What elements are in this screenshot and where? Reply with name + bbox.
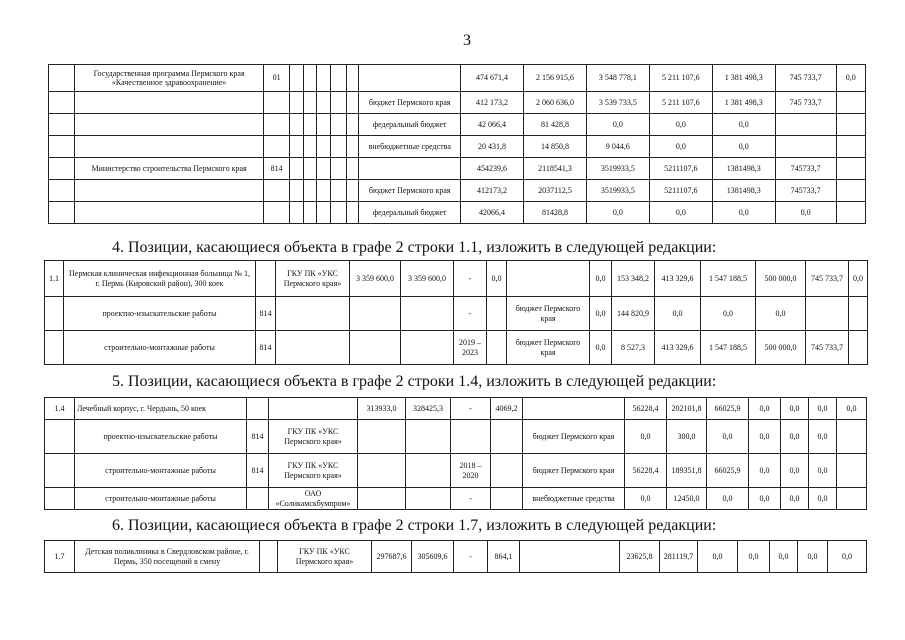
- table-cell: 0,0: [781, 488, 809, 510]
- table-cell: проектно-изыскательские работы: [64, 297, 256, 331]
- table-cell: 2018 – 2020: [451, 454, 491, 488]
- table-cell: [260, 541, 278, 573]
- table-row: [49, 92, 866, 114]
- table-cell: [775, 136, 836, 158]
- table-cell: [290, 158, 304, 180]
- table-cell: бюджет Пермского края: [523, 420, 625, 454]
- table-cell: 3519933,5: [586, 158, 649, 180]
- table-cell: 0,0: [749, 454, 781, 488]
- table-cell: 2037112,5: [524, 180, 587, 202]
- table-cell: [49, 136, 75, 158]
- table-cell: [350, 331, 401, 365]
- section-6-table: [44, 540, 867, 573]
- table-cell: [775, 114, 836, 136]
- table-cell: [263, 136, 289, 158]
- table-cell: 2 060 636,0: [524, 92, 587, 114]
- table-cell: 745733,7: [775, 180, 836, 202]
- table-cell: 0,0: [781, 398, 809, 420]
- table-cell: [346, 136, 359, 158]
- table-row: [49, 114, 866, 136]
- table-cell: -: [451, 398, 491, 420]
- table-cell: [331, 202, 347, 224]
- table-cell: [256, 261, 276, 297]
- table-cell: 0,0: [625, 420, 667, 454]
- table-cell: [263, 202, 289, 224]
- table-cell: 8 527,3: [612, 331, 655, 365]
- table-cell: [346, 202, 359, 224]
- table-cell: 305609,6: [412, 541, 454, 573]
- table-cell: 0,0: [798, 541, 828, 573]
- table-cell: 2 156 915,6: [524, 65, 587, 92]
- table-cell: 500 000,0: [756, 331, 806, 365]
- table-cell: [303, 65, 317, 92]
- table-cell: 814: [256, 297, 276, 331]
- table-cell: [49, 65, 75, 92]
- table-cell: Детская поликлиника в Свердловском районе, г. Пермь, 350 посещений в смену: [75, 541, 260, 573]
- table-cell: ГКУ ПК «УКС Пермского края»: [278, 541, 372, 573]
- table-cell: 0,0: [809, 398, 837, 420]
- table-cell: [317, 65, 331, 92]
- table-cell: [346, 180, 359, 202]
- section-5-heading: 5. Позиции, касающиеся объекта в графе 2 строки 1.4, изложить в следующей редакции:: [112, 373, 717, 390]
- table-cell: бюджет Пермского края: [359, 92, 461, 114]
- table-cell: ГКУ ПК «УКС Пермского края»: [269, 454, 358, 488]
- table-cell: [406, 454, 451, 488]
- table-cell: 0,0: [837, 398, 867, 420]
- table-cell: 66025,9: [707, 454, 749, 488]
- table-cell: бюджет Пермского края: [523, 454, 625, 488]
- table-cell: 1 381 498,3: [712, 92, 775, 114]
- table-row: [49, 202, 866, 224]
- table-row: [45, 488, 867, 510]
- table-cell: 2118541,3: [524, 158, 587, 180]
- table-cell: 474 671,4: [461, 65, 524, 92]
- table-cell: 0,0: [749, 398, 781, 420]
- table-cell: [303, 202, 317, 224]
- table-cell: [331, 158, 347, 180]
- table-cell: 745 733,7: [775, 92, 836, 114]
- table-cell: 745 733,7: [806, 331, 849, 365]
- table-cell: 5 211 107,6: [649, 92, 712, 114]
- table-cell: 0,0: [712, 202, 775, 224]
- table-cell: 3 359 600,0: [401, 261, 454, 297]
- table-cell: [837, 488, 867, 510]
- table-cell: [290, 180, 304, 202]
- table-cell: [491, 454, 523, 488]
- table-cell: 0,0: [590, 331, 612, 365]
- table-cell: внебюджетные средства: [523, 488, 625, 510]
- table-cell: [263, 92, 289, 114]
- table-cell: 0,0: [590, 261, 612, 297]
- table-cell: 0,0: [649, 114, 712, 136]
- table-cell: 1381498,3: [712, 158, 775, 180]
- table-cell: [487, 297, 507, 331]
- table-cell: 66025,9: [707, 398, 749, 420]
- table-cell: [837, 420, 867, 454]
- table-cell: 1.4: [45, 398, 75, 420]
- table-cell: 23625,8: [620, 541, 660, 573]
- table-cell: [45, 420, 75, 454]
- table-cell: [346, 92, 359, 114]
- table-cell: [317, 180, 331, 202]
- table-cell: [520, 541, 620, 573]
- table-cell: 0,0: [828, 541, 867, 573]
- table-cell: [263, 180, 289, 202]
- table-cell: [491, 420, 523, 454]
- table-cell: 814: [263, 158, 289, 180]
- table-cell: -: [454, 541, 488, 573]
- table-cell: [836, 136, 865, 158]
- table-cell: [45, 488, 75, 510]
- table-cell: 412 173,2: [461, 92, 524, 114]
- table-cell: [45, 331, 64, 365]
- table-cell: [290, 92, 304, 114]
- table-cell: [849, 331, 868, 365]
- table-cell: бюджет Пермского края: [507, 331, 590, 365]
- table-cell: [837, 454, 867, 488]
- table-cell: 3519933,5: [586, 180, 649, 202]
- table-cell: 0,0: [809, 488, 837, 510]
- table-cell: 0,0: [756, 297, 806, 331]
- table-cell: 81 428,8: [524, 114, 587, 136]
- table-cell: [836, 92, 865, 114]
- table-cell: [303, 158, 317, 180]
- table-cell: [317, 92, 331, 114]
- table-cell: 413 329,6: [655, 261, 701, 297]
- table-cell: 42066,4: [461, 202, 524, 224]
- table-cell: 297687,6: [372, 541, 412, 573]
- table-row: [45, 398, 867, 420]
- table-cell: проектно-изыскательские работы: [75, 420, 247, 454]
- table-row: [49, 158, 866, 180]
- table-cell: [49, 202, 75, 224]
- table-cell: 0,0: [770, 541, 798, 573]
- table-cell: [303, 136, 317, 158]
- table-row: [45, 454, 867, 488]
- program-table: [48, 64, 866, 224]
- table-cell: 0,0: [836, 65, 865, 92]
- table-cell: 0,0: [781, 454, 809, 488]
- table-cell: 412173,2: [461, 180, 524, 202]
- table-cell: федеральный бюджет: [359, 202, 461, 224]
- page-number: 3: [463, 32, 471, 49]
- table-cell: 4069,2: [491, 398, 523, 420]
- table-cell: [290, 114, 304, 136]
- table-cell: федеральный бюджет: [359, 114, 461, 136]
- table-cell: 42 066,4: [461, 114, 524, 136]
- table-cell: 0,0: [649, 136, 712, 158]
- table-cell: [806, 297, 849, 331]
- table-cell: 0,0: [707, 420, 749, 454]
- table-cell: [290, 202, 304, 224]
- table-cell: [49, 114, 75, 136]
- table-row: [45, 541, 867, 573]
- table-cell: [331, 136, 347, 158]
- table-cell: [75, 180, 264, 202]
- table-cell: 0,0: [712, 136, 775, 158]
- table-cell: строительно-монтажные работы: [75, 488, 247, 510]
- table-cell: [45, 454, 75, 488]
- table-cell: [290, 65, 304, 92]
- table-cell: 814: [247, 420, 269, 454]
- table-cell: 144 820,9: [612, 297, 655, 331]
- table-cell: 864,1: [488, 541, 520, 573]
- table-cell: 56228,4: [625, 398, 667, 420]
- table-cell: 0,0: [590, 297, 612, 331]
- table-cell: 500 000,0: [756, 261, 806, 297]
- table-cell: [317, 114, 331, 136]
- table-cell: [317, 158, 331, 180]
- section-4-heading: 4. Позиции, касающиеся объекта в графе 2 строки 1.1, изложить в следующей редакции:: [112, 239, 717, 256]
- table-cell: строительно-монтажные работы: [75, 454, 247, 488]
- table-cell: 153 348,2: [612, 261, 655, 297]
- table-cell: 0,0: [781, 420, 809, 454]
- table-cell: 281119,7: [660, 541, 698, 573]
- table-cell: 0,0: [712, 114, 775, 136]
- table-cell: [75, 202, 264, 224]
- table-cell: [49, 180, 75, 202]
- table-cell: [406, 488, 451, 510]
- table-cell: [303, 114, 317, 136]
- table-cell: 1 381 498,3: [712, 65, 775, 92]
- table-row: [45, 331, 868, 365]
- table-cell: 1 547 188,5: [701, 261, 756, 297]
- table-cell: [276, 297, 350, 331]
- table-cell: [451, 420, 491, 454]
- table-cell: 5 211 107,6: [649, 65, 712, 92]
- table-cell: [247, 488, 269, 510]
- table-cell: [331, 65, 347, 92]
- table-cell: 0,0: [487, 261, 507, 297]
- table-cell: [49, 92, 75, 114]
- table-row: [45, 261, 868, 297]
- section-5-table: [44, 397, 867, 510]
- table-cell: [49, 158, 75, 180]
- table-cell: 1.7: [45, 541, 75, 573]
- table-cell: [836, 114, 865, 136]
- table-cell: 0,0: [809, 454, 837, 488]
- table-cell: Лечебный корпус, г. Чердынь, 50 коек: [75, 398, 247, 420]
- table-cell: 0,0: [701, 297, 756, 331]
- table-cell: 202101,8: [667, 398, 707, 420]
- table-cell: [75, 114, 264, 136]
- table-cell: 328425,3: [406, 398, 451, 420]
- table-cell: 14 850,8: [524, 136, 587, 158]
- table-cell: 3 539 733,5: [586, 92, 649, 114]
- table-cell: [346, 65, 359, 92]
- table-cell: [359, 65, 461, 92]
- table-cell: [303, 180, 317, 202]
- table-row: [45, 420, 867, 454]
- table-cell: 0,0: [625, 488, 667, 510]
- table-cell: 0,0: [586, 114, 649, 136]
- table-cell: -: [451, 488, 491, 510]
- table-cell: [331, 114, 347, 136]
- table-cell: 745733,7: [775, 158, 836, 180]
- table-cell: 5211107,6: [649, 158, 712, 180]
- table-cell: 0,0: [586, 202, 649, 224]
- table-cell: [263, 114, 289, 136]
- table-cell: 300,0: [667, 420, 707, 454]
- table-cell: 0,0: [707, 488, 749, 510]
- table-cell: [487, 331, 507, 365]
- table-cell: 0,0: [738, 541, 770, 573]
- table-row: [45, 297, 868, 331]
- table-cell: ГКУ ПК «УКС Пермского края»: [276, 261, 350, 297]
- table-cell: 0,0: [809, 420, 837, 454]
- table-cell: 56228,4: [625, 454, 667, 488]
- table-cell: -: [454, 297, 487, 331]
- table-cell: 413 329,6: [655, 331, 701, 365]
- table-cell: [358, 488, 406, 510]
- table-cell: [406, 420, 451, 454]
- table-cell: 2019 – 2023: [454, 331, 487, 365]
- table-cell: [247, 398, 269, 420]
- table-cell: 1381498,3: [712, 180, 775, 202]
- table-cell: 5211107,6: [649, 180, 712, 202]
- table-row: [49, 180, 866, 202]
- table-cell: [346, 158, 359, 180]
- table-cell: [849, 297, 868, 331]
- table-cell: [358, 420, 406, 454]
- table-cell: 313933,0: [358, 398, 406, 420]
- table-cell: 81428,8: [524, 202, 587, 224]
- table-cell: [331, 180, 347, 202]
- table-cell: 3 548 778,1: [586, 65, 649, 92]
- table-cell: [491, 488, 523, 510]
- table-cell: [45, 297, 64, 331]
- table-cell: 9 044,6: [586, 136, 649, 158]
- table-cell: [346, 114, 359, 136]
- table-cell: [350, 297, 401, 331]
- table-cell: [507, 261, 590, 297]
- table-cell: Министерство строительства Пермского края: [75, 158, 264, 180]
- table-cell: [836, 180, 865, 202]
- table-cell: 20 431,8: [461, 136, 524, 158]
- table-cell: 12450,0: [667, 488, 707, 510]
- table-row: [49, 65, 866, 92]
- table-cell: 0,0: [749, 488, 781, 510]
- table-cell: 454239,6: [461, 158, 524, 180]
- table-cell: [359, 158, 461, 180]
- table-cell: бюджет Пермского края: [359, 180, 461, 202]
- table-cell: 745 733,7: [775, 65, 836, 92]
- table-cell: Пермская клиническая инфекционная больница № 1, г. Пермь (Кировский район), 300 коек: [64, 261, 256, 297]
- table-cell: [331, 92, 347, 114]
- table-cell: 0,0: [698, 541, 738, 573]
- table-cell: [75, 92, 264, 114]
- table-cell: 0,0: [849, 261, 868, 297]
- table-cell: [269, 398, 358, 420]
- table-cell: 01: [263, 65, 289, 92]
- table-cell: [317, 202, 331, 224]
- table-cell: 3 359 600,0: [350, 261, 401, 297]
- table-row: [49, 136, 866, 158]
- table-cell: [290, 136, 304, 158]
- table-cell: [401, 331, 454, 365]
- table-cell: 0,0: [649, 202, 712, 224]
- table-cell: [401, 297, 454, 331]
- table-cell: ОАО «Соликамскбумпром»: [269, 488, 358, 510]
- table-cell: [317, 136, 331, 158]
- table-cell: 1 547 188,5: [701, 331, 756, 365]
- section-4-table: [44, 260, 868, 365]
- table-cell: 189351,8: [667, 454, 707, 488]
- table-cell: 0,0: [749, 420, 781, 454]
- table-cell: 0,0: [655, 297, 701, 331]
- table-cell: [276, 331, 350, 365]
- table-cell: строительно-монтажные работы: [64, 331, 256, 365]
- table-cell: бюджет Пермского края: [507, 297, 590, 331]
- table-cell: [836, 158, 865, 180]
- table-cell: Государственная программа Пермского края «Качественное здравоохранение»: [75, 65, 264, 92]
- table-cell: 814: [247, 454, 269, 488]
- table-cell: внебюджетные средства: [359, 136, 461, 158]
- table-cell: [836, 202, 865, 224]
- table-cell: -: [454, 261, 487, 297]
- table-cell: [358, 454, 406, 488]
- table-cell: ГКУ ПК «УКС Пермского края»: [269, 420, 358, 454]
- table-cell: 814: [256, 331, 276, 365]
- table-cell: [303, 92, 317, 114]
- table-cell: [75, 136, 264, 158]
- section-6-heading: 6. Позиции, касающиеся объекта в графе 2 строки 1.7, изложить в следующей редакции:: [112, 517, 717, 534]
- table-cell: 0,0: [775, 202, 836, 224]
- table-cell: 745 733,7: [806, 261, 849, 297]
- table-cell: [523, 398, 625, 420]
- table-cell: 1.1: [45, 261, 64, 297]
